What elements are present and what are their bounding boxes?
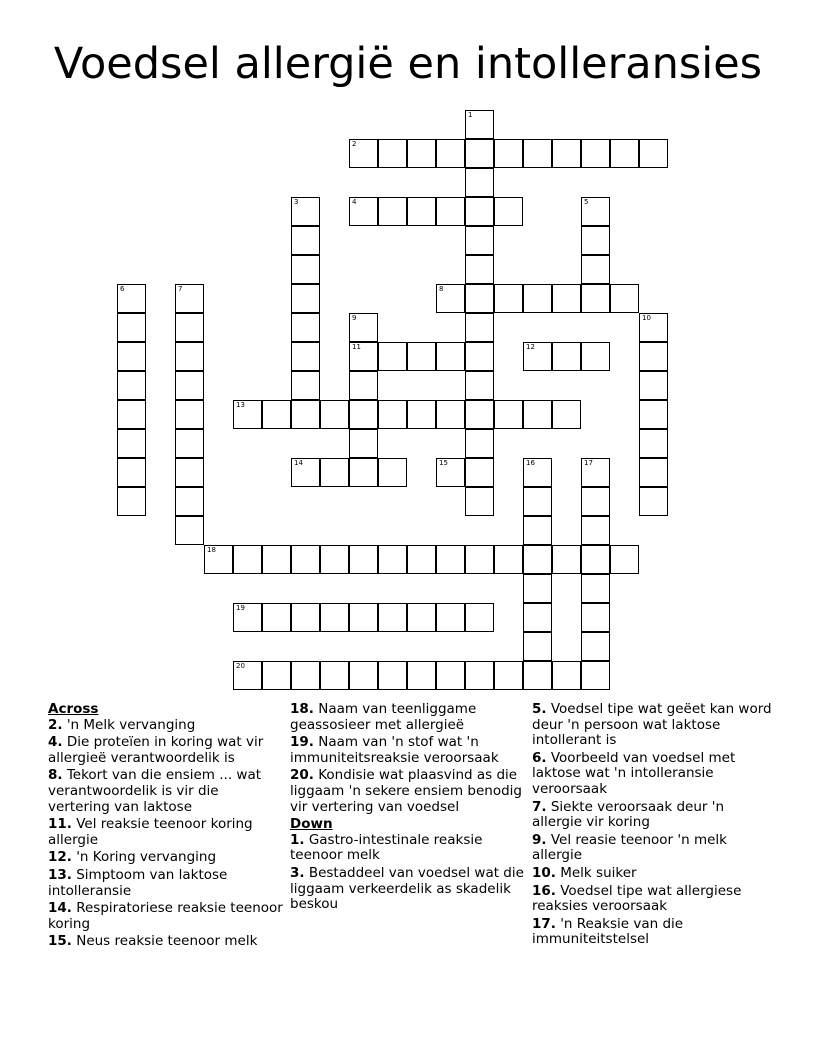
grid-cell[interactable] — [581, 603, 610, 632]
grid-cell[interactable] — [581, 284, 610, 313]
grid-cell[interactable] — [523, 545, 552, 574]
grid-cell[interactable] — [291, 313, 320, 342]
grid-cell[interactable] — [349, 603, 378, 632]
down-clue — [532, 751, 778, 798]
down-clue — [290, 866, 528, 913]
grid-cell[interactable] — [610, 545, 639, 574]
grid-cell[interactable] — [233, 603, 262, 632]
grid-cell[interactable] — [494, 661, 523, 690]
clue-number: 7 — [178, 285, 183, 293]
grid-cell[interactable] — [523, 603, 552, 632]
grid-cell[interactable] — [291, 255, 320, 284]
grid-cell[interactable] — [639, 400, 668, 429]
grid-cell[interactable] — [639, 458, 668, 487]
clue-number: 20 — [236, 662, 245, 670]
clue-number: 2 — [352, 140, 357, 148]
grid-cell[interactable] — [175, 400, 204, 429]
grid-cell[interactable] — [349, 371, 378, 400]
grid-cell[interactable] — [436, 661, 465, 690]
grid-cell[interactable] — [320, 661, 349, 690]
grid-cell[interactable] — [494, 284, 523, 313]
clue-text: Voorbeeld van voedsel met laktose wat 'n intolleransie veroorsaak — [532, 749, 736, 797]
grid-cell[interactable] — [117, 429, 146, 458]
across-clue — [48, 901, 284, 932]
grid-cell[interactable] — [465, 545, 494, 574]
grid-cell[interactable] — [262, 400, 291, 429]
down-clue — [532, 866, 778, 882]
clue-text: Die proteïen in koring wat vir allergieë verantwoordelik is — [48, 734, 264, 766]
clue-number: 1 — [468, 111, 473, 119]
grid-cell[interactable] — [291, 226, 320, 255]
grid-cell[interactable] — [349, 429, 378, 458]
grid-cell[interactable] — [436, 545, 465, 574]
grid-cell[interactable] — [320, 545, 349, 574]
clue-text: Gastro-intestinale reaksie teenoor melk — [290, 831, 483, 864]
grid-cell[interactable] — [407, 545, 436, 574]
clue-text: Bestaddeel van voedsel wat die liggaam verkeerdelik as skadelik beskou — [290, 864, 524, 913]
grid-cell[interactable] — [494, 197, 523, 226]
clue-text: Neus reaksie teenoor melk — [76, 933, 258, 950]
grid-cell[interactable] — [349, 661, 378, 690]
down-clue — [532, 884, 778, 915]
clue-number: 10 — [642, 314, 651, 322]
grid-cell[interactable] — [291, 400, 320, 429]
clues-column-1 — [48, 702, 284, 952]
clue-text: Respiratoriese reaksie teenoor koring — [48, 900, 283, 932]
clue-label: 8. — [48, 767, 63, 784]
clue-label: 14. — [48, 900, 72, 917]
grid-cell[interactable] — [465, 487, 494, 516]
grid-cell[interactable] — [465, 371, 494, 400]
grid-cell[interactable] — [320, 603, 349, 632]
grid-cell[interactable] — [291, 458, 320, 487]
across-clue — [290, 735, 528, 766]
grid-cell[interactable] — [233, 400, 262, 429]
grid-cell[interactable] — [291, 284, 320, 313]
grid-cell[interactable] — [552, 545, 581, 574]
grid-cell[interactable] — [262, 545, 291, 574]
down-clue — [532, 833, 778, 864]
grid-cell[interactable] — [465, 197, 494, 226]
clue-number: 12 — [526, 343, 535, 351]
grid-cell[interactable] — [581, 661, 610, 690]
clue-label: 9. — [532, 831, 547, 848]
grid-cell[interactable] — [465, 313, 494, 342]
grid-cell[interactable] — [639, 371, 668, 400]
clue-label: 19. — [290, 734, 314, 751]
grid-cell[interactable] — [610, 284, 639, 313]
grid-cell[interactable] — [349, 400, 378, 429]
clue-text: Melk suiker — [560, 864, 637, 881]
clue-number: 16 — [526, 459, 535, 467]
grid-cell[interactable] — [349, 139, 378, 168]
clue-label: 17. — [532, 915, 556, 932]
grid-cell[interactable] — [175, 487, 204, 516]
grid-cell[interactable] — [436, 458, 465, 487]
across-clue — [48, 868, 284, 899]
clue-label: 20. — [290, 767, 314, 784]
grid-cell[interactable] — [465, 226, 494, 255]
clue-label: 12. — [48, 849, 72, 866]
grid-cell[interactable] — [233, 661, 262, 690]
grid-cell[interactable] — [117, 342, 146, 371]
grid-cell[interactable] — [581, 574, 610, 603]
clue-label: 11. — [48, 816, 72, 833]
grid-cell[interactable] — [639, 139, 668, 168]
clues-column-3 — [532, 702, 778, 950]
clue-number: 18 — [207, 546, 216, 554]
across-clue — [290, 702, 528, 733]
across-clue — [48, 718, 284, 734]
grid-cell[interactable] — [349, 313, 378, 342]
grid-cell[interactable] — [117, 313, 146, 342]
down-clue — [532, 702, 778, 749]
grid-cell[interactable] — [117, 371, 146, 400]
grid-cell[interactable] — [349, 545, 378, 574]
grid-cell[interactable] — [320, 400, 349, 429]
clues-column-2 — [290, 702, 528, 915]
clue-text: 'n Reaksie van die immuniteitstelsel — [532, 915, 684, 948]
down-clue-list-continued — [532, 702, 778, 948]
clue-text: Vel reasie teenoor 'n melk allergie — [532, 831, 727, 864]
grid-cell[interactable] — [581, 487, 610, 516]
across-heading: Across — [48, 701, 99, 717]
grid-cell[interactable] — [552, 284, 581, 313]
grid-cell[interactable] — [378, 458, 407, 487]
grid-cell[interactable] — [494, 139, 523, 168]
clue-label: 3. — [290, 864, 305, 881]
grid-cell[interactable] — [175, 458, 204, 487]
down-clue-list — [290, 833, 528, 913]
grid-cell[interactable] — [175, 342, 204, 371]
grid-cell[interactable] — [117, 487, 146, 516]
grid-cell[interactable] — [436, 139, 465, 168]
grid-cell[interactable] — [581, 226, 610, 255]
grid-cell[interactable] — [523, 284, 552, 313]
grid-cell[interactable] — [117, 284, 146, 313]
grid-cell[interactable] — [465, 400, 494, 429]
grid-cell[interactable] — [581, 139, 610, 168]
clue-text: Tekort van die ensiem ... wat verantwoordelik is vir die vertering van laktose — [48, 767, 262, 815]
clue-text: Naam van teenliggame geassosieer met allergieë — [290, 701, 477, 733]
down-clue — [532, 800, 778, 831]
across-clue — [48, 768, 284, 815]
grid-cell[interactable] — [581, 255, 610, 284]
grid-cell[interactable] — [523, 400, 552, 429]
grid-cell[interactable] — [291, 545, 320, 574]
grid-cell[interactable] — [175, 371, 204, 400]
clue-text: Siekte veroorsaak deur 'n allergie vir koring — [532, 798, 725, 831]
grid-cell[interactable] — [465, 110, 494, 139]
clue-text: Vel reaksie teenoor koring allergie — [48, 816, 253, 848]
grid-cell[interactable] — [407, 342, 436, 371]
across-clue — [48, 817, 284, 848]
clue-label: 2. — [48, 716, 63, 733]
clue-label: 15. — [48, 933, 72, 950]
down-clue — [290, 833, 528, 864]
grid-cell[interactable] — [581, 516, 610, 545]
down-clue — [532, 917, 778, 948]
grid-cell[interactable] — [581, 458, 610, 487]
clue-number: 15 — [439, 459, 448, 467]
clue-number: 19 — [236, 604, 245, 612]
clue-number: 4 — [352, 198, 357, 206]
grid-cell[interactable] — [117, 458, 146, 487]
grid-cell[interactable] — [465, 429, 494, 458]
grid-cell[interactable] — [436, 284, 465, 313]
clue-label: 13. — [48, 866, 72, 883]
grid-cell[interactable] — [581, 342, 610, 371]
grid-cell[interactable] — [291, 661, 320, 690]
grid-cell[interactable] — [175, 516, 204, 545]
grid-cell[interactable] — [581, 197, 610, 226]
grid-cell[interactable] — [552, 661, 581, 690]
grid-cell[interactable] — [378, 342, 407, 371]
clue-number: 9 — [352, 314, 357, 322]
grid-cell[interactable] — [262, 661, 291, 690]
grid-cell[interactable] — [465, 458, 494, 487]
grid-cell[interactable] — [581, 632, 610, 661]
clue-label: 10. — [532, 864, 556, 881]
grid-cell[interactable] — [378, 400, 407, 429]
grid-cell[interactable] — [378, 545, 407, 574]
across-clue — [48, 850, 284, 866]
clue-number: 6 — [120, 285, 125, 293]
grid-cell[interactable] — [436, 197, 465, 226]
grid-cell[interactable] — [349, 197, 378, 226]
across-clue — [48, 735, 284, 766]
grid-cell[interactable] — [639, 313, 668, 342]
grid-cell[interactable] — [233, 545, 262, 574]
across-clue — [48, 934, 284, 950]
clue-label: 16. — [532, 882, 556, 899]
across-clue-list — [48, 718, 284, 950]
clue-number: 11 — [352, 343, 361, 351]
clue-number: 8 — [439, 285, 444, 293]
grid-cell[interactable] — [552, 342, 581, 371]
grid-cell[interactable] — [407, 197, 436, 226]
grid-cell[interactable] — [465, 139, 494, 168]
grid-cell[interactable] — [639, 429, 668, 458]
grid-cell[interactable] — [291, 197, 320, 226]
grid-cell[interactable] — [320, 458, 349, 487]
grid-cell[interactable] — [262, 603, 291, 632]
grid-cell[interactable] — [407, 400, 436, 429]
clue-text: Voedsel tipe wat allergiese reaksies veroorsaak — [532, 882, 742, 915]
clue-text: Kondisie wat plaasvind as die liggaam 'n sekere ensiem benodig vir vertering van voedsel — [290, 767, 522, 815]
grid-cell[interactable] — [349, 342, 378, 371]
clue-label: 4. — [48, 734, 63, 751]
clue-number: 13 — [236, 401, 245, 409]
grid-cell[interactable] — [581, 545, 610, 574]
grid-cell[interactable] — [523, 574, 552, 603]
across-clue-list-continued — [290, 702, 528, 815]
clue-text: 'n Melk vervanging — [66, 716, 196, 733]
clue-number: 14 — [294, 459, 303, 467]
grid-cell[interactable] — [610, 139, 639, 168]
grid-cell[interactable] — [436, 603, 465, 632]
clue-number: 5 — [584, 198, 589, 206]
grid-cell[interactable] — [436, 400, 465, 429]
grid-cell[interactable] — [175, 429, 204, 458]
grid-cell[interactable] — [175, 313, 204, 342]
grid-cell[interactable] — [204, 545, 233, 574]
grid-cell[interactable] — [436, 342, 465, 371]
grid-cell[interactable] — [175, 284, 204, 313]
grid-cell[interactable] — [523, 632, 552, 661]
grid-cell[interactable] — [523, 487, 552, 516]
grid-cell[interactable] — [465, 342, 494, 371]
grid-cell[interactable] — [639, 487, 668, 516]
grid-cell[interactable] — [465, 255, 494, 284]
grid-cell[interactable] — [523, 458, 552, 487]
grid-cell[interactable] — [407, 661, 436, 690]
grid-cell[interactable] — [523, 661, 552, 690]
page-title: Voedsel allergië en intolleransies — [53, 39, 763, 89]
grid-cell[interactable] — [349, 458, 378, 487]
clue-label: 18. — [290, 701, 314, 717]
grid-cell[interactable] — [291, 603, 320, 632]
grid-cell[interactable] — [523, 139, 552, 168]
grid-cell[interactable] — [378, 197, 407, 226]
across-clue — [290, 768, 528, 815]
clue-number: 17 — [584, 459, 593, 467]
clue-text: Voedsel tipe wat geëet kan word deur 'n persoon wat laktose intollerant is — [532, 701, 772, 749]
clue-label: 6. — [532, 749, 547, 766]
grid-cell[interactable] — [378, 139, 407, 168]
grid-cell[interactable] — [494, 545, 523, 574]
grid-cell[interactable] — [523, 516, 552, 545]
grid-cell[interactable] — [291, 371, 320, 400]
grid-cell[interactable] — [523, 342, 552, 371]
grid-cell[interactable] — [117, 400, 146, 429]
clue-label: 5. — [532, 701, 547, 717]
down-heading: Down — [290, 816, 333, 833]
grid-cell[interactable] — [465, 603, 494, 632]
clue-text: Naam van 'n stof wat 'n immuniteitsreaksie veroorsaak — [290, 734, 499, 766]
clue-number: 3 — [294, 198, 299, 206]
clue-text: 'n Koring vervanging — [76, 849, 217, 866]
clue-text: Simptoom van laktose intolleransie — [48, 866, 228, 899]
grid-cell[interactable] — [639, 342, 668, 371]
grid-cell[interactable] — [291, 342, 320, 371]
grid-cell[interactable] — [465, 284, 494, 313]
grid-cell[interactable] — [494, 400, 523, 429]
grid-cell[interactable] — [378, 603, 407, 632]
grid-cell[interactable] — [552, 400, 581, 429]
grid-cell[interactable] — [378, 661, 407, 690]
grid-cell[interactable] — [407, 603, 436, 632]
clue-label: 1. — [290, 831, 305, 848]
grid-cell[interactable] — [465, 661, 494, 690]
grid-cell[interactable] — [465, 168, 494, 197]
grid-cell[interactable] — [552, 139, 581, 168]
grid-cell[interactable] — [407, 139, 436, 168]
clue-label: 7. — [532, 798, 547, 815]
